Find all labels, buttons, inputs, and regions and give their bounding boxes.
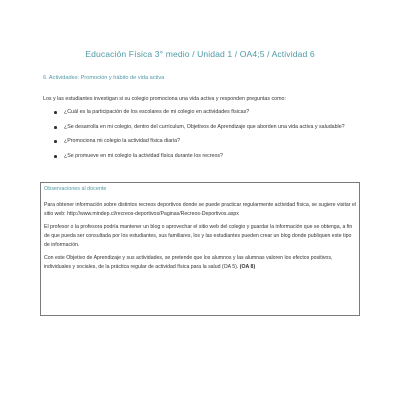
question-list [52, 108, 352, 168]
list-item: ¿Se desarrolla en mi colegio, dentro del currículum, Objetivos de Aprendizaje que aborden una vida activa y saludable? [52, 123, 352, 132]
teacher-notes-text: Con este Objetivo de Aprendizaje y sus actividades, se pretende que los alumnos y las alumnas valoren los efectos positivos, individuales y sociales, de la práctica regular de actividad física para la salud (OA 5). [44, 255, 333, 270]
teacher-notes-title: Observaciones al docente [44, 186, 107, 192]
page-title: Educación Física 3° medio / Unidad 1 / OA4;5 / Actividad 6 [85, 49, 315, 59]
list-item: ¿Se promueve en mi colegio la actividad física durante los recreos? [52, 152, 352, 161]
list-item: ¿Cuál es la participación de los escolares de mi colegio en actividades físicas? [52, 108, 352, 117]
teacher-notes-paragraph [44, 254, 356, 272]
teacher-notes-box [40, 182, 360, 316]
teacher-notes-paragraph: El profesor o la profesora podría mantener un blog o aprovechar el sitio web del colegio y guardar la información que se obtenga, a fin de que pueda ser consultada por los estudiantes, sus familiares, los y las estudiantes pueden crear un blog donde publiquen este tipo de información. [44, 224, 353, 248]
objective-reference: (OA 8) [239, 264, 256, 270]
intro-text: Los y las estudiantes investigan si su colegio promociona una vida activa y responden preguntas como: [43, 96, 286, 102]
list-item: ¿Promociona mi colegio la actividad física diaria? [52, 137, 352, 146]
teacher-notes-paragraph: Para obtener información sobre distintos recreos deportivos donde se puede practicar regularmente actividad física, se sugiere visitar el sitio web: http://www.mindep.cl/recreos-deportivos/Paginas/Recreos-Deportivos.aspx [44, 202, 356, 217]
section-heading: 6. Actividades: Promoción y hábito de vida activa [43, 75, 165, 81]
